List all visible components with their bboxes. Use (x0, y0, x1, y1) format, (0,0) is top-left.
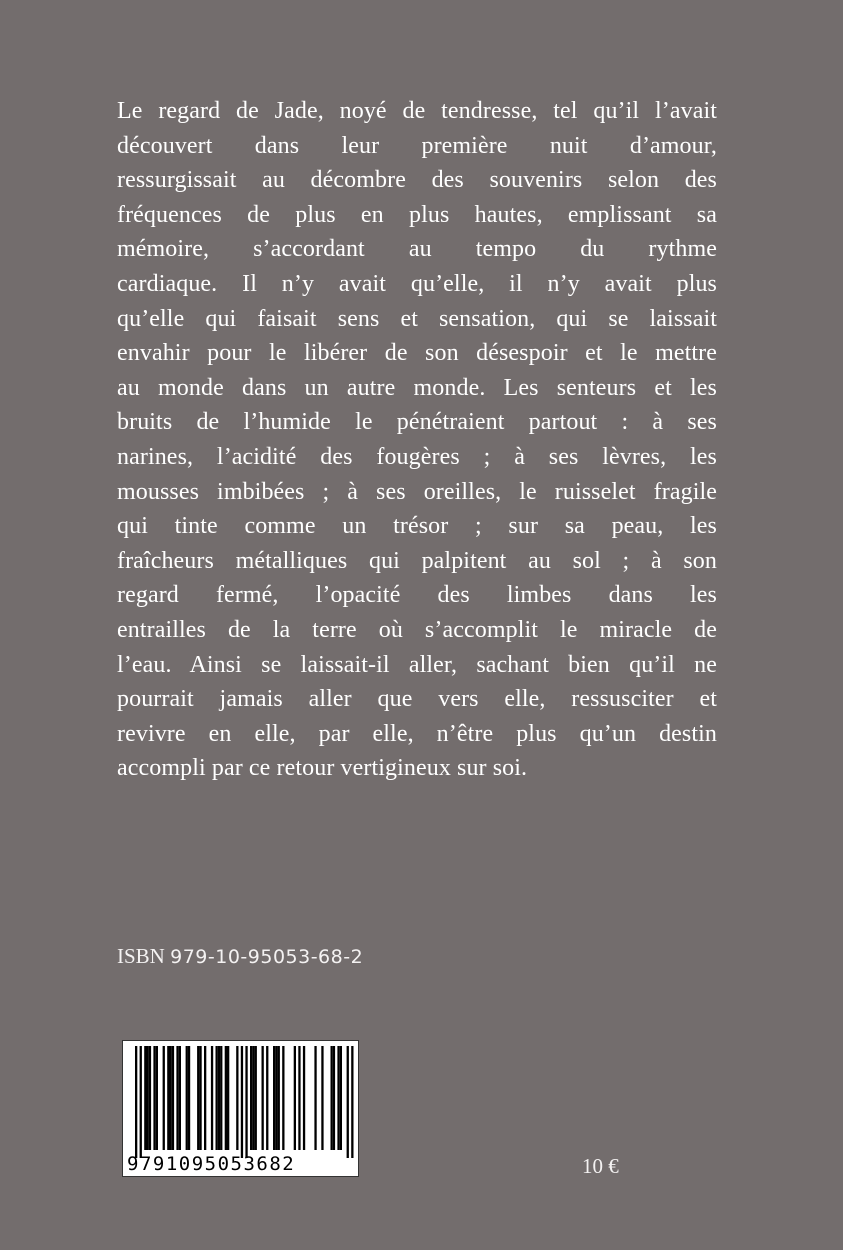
blurb-line: découvert dans leur première nuit d’amour, (117, 132, 717, 159)
isbn-label (117, 944, 363, 969)
isbn-number: 979-10-95053-68-2 (170, 946, 364, 968)
barcode-bar (250, 1046, 252, 1150)
blurb-line: pourrait jamais aller que vers elle, ressusciter et (117, 686, 717, 713)
blurb-line: Le regard de Jade, noyé de tendresse, tel qu’il l’avait (117, 98, 717, 124)
barcode-bar (140, 1046, 142, 1158)
barcode-bar (147, 1046, 149, 1150)
barcode-bar (211, 1046, 213, 1150)
barcode-bar (351, 1046, 353, 1158)
barcode-bar (176, 1046, 178, 1150)
blurb-line: mousses imbibées ; à ses oreilles, le ruisselet fragile (117, 478, 717, 505)
barcode-bar (241, 1046, 243, 1158)
barcode-bar (321, 1046, 323, 1150)
barcode-bar (337, 1046, 339, 1150)
barcode-bar (172, 1046, 174, 1150)
barcode-bar (303, 1046, 305, 1150)
barcode-bar (298, 1046, 300, 1150)
barcode-bar (144, 1046, 146, 1150)
blurb-line: au monde dans un autre monde. Les senteurs et les (117, 374, 717, 401)
blurb-line: fréquences de plus en plus hautes, emplissant sa (117, 201, 717, 228)
blurb-line: regard fermé, l’opacité des limbes dans les (117, 582, 717, 609)
barcode-bar (278, 1046, 280, 1150)
barcode-bar (236, 1046, 238, 1150)
barcode-bar (333, 1046, 335, 1150)
barcode-bar (188, 1046, 190, 1150)
blurb-line: fraîcheurs métalliques qui palpitent au sol ; à son (117, 547, 717, 574)
barcode-bar (227, 1046, 229, 1150)
barcode-bar (225, 1046, 227, 1150)
barcode-bar (218, 1046, 220, 1150)
barcode-bar (273, 1046, 275, 1150)
barcode-bar (179, 1046, 181, 1150)
barcode-bar (149, 1046, 151, 1150)
blurb-paragraph (117, 94, 717, 786)
isbn-prefix: ISBN (117, 944, 165, 968)
barcode-bar (135, 1046, 137, 1158)
barcode-bar (340, 1046, 342, 1150)
blurb-line: envahir pour le libérer de son désespoir et le mettre (117, 340, 717, 367)
barcode-bar (347, 1046, 349, 1158)
blurb-line: mémoire, s’accordant au tempo du rythme (117, 236, 717, 263)
barcode-bar (216, 1046, 218, 1150)
blurb-line: revivre en elle, par elle, n’être plus qu’un destin (117, 720, 717, 747)
price-label: 10 € (582, 1154, 619, 1178)
barcode-bar (255, 1046, 257, 1150)
barcode-bar (156, 1046, 158, 1150)
barcode-bar (167, 1046, 169, 1150)
blurb-line: entrailles de la terre où s’accomplit le miracle de (117, 616, 717, 643)
barcode-bar (197, 1046, 199, 1150)
barcode-bar (282, 1046, 284, 1150)
blurb-line: qu’elle qui faisait sens et sensation, qui se laissait (117, 305, 717, 332)
barcode-bar (314, 1046, 316, 1150)
blurb-line: l’eau. Ainsi se laissait-il aller, sachant bien qu’il ne (117, 651, 717, 678)
blurb-line: cardiaque. Il n’y avait qu’elle, il n’y avait plus (117, 270, 717, 297)
barcode-bar (266, 1046, 268, 1150)
barcode-digits: 9791095053682 (127, 1153, 296, 1175)
barcode-bar (186, 1046, 188, 1150)
barcode-bar (170, 1046, 172, 1150)
blurb-line: narines, l’acidité des fougères ; à ses lèvres, les (117, 443, 717, 470)
barcode-bar (199, 1046, 201, 1150)
blurb-line: bruits de l’humide le pénétraient partout : à ses (117, 409, 717, 436)
barcode-bar (252, 1046, 254, 1150)
barcode-bar (153, 1046, 155, 1150)
barcode-bar (163, 1046, 165, 1150)
blurb-line: qui tinte comme un trésor ; sur sa peau, les (117, 513, 717, 540)
barcode-bar (204, 1046, 206, 1150)
blurb-line: ressurgissait au décombre des souvenirs selon des (117, 167, 717, 194)
barcode-bar (262, 1046, 264, 1150)
barcode-bar (294, 1046, 296, 1150)
barcode-bar (220, 1046, 222, 1150)
blurb-line: accompli par ce retour vertigineux sur soi. (117, 755, 528, 782)
barcode-bar (275, 1046, 277, 1150)
barcode-bar (245, 1046, 247, 1158)
barcode-bar (331, 1046, 333, 1150)
barcode (122, 1040, 359, 1177)
